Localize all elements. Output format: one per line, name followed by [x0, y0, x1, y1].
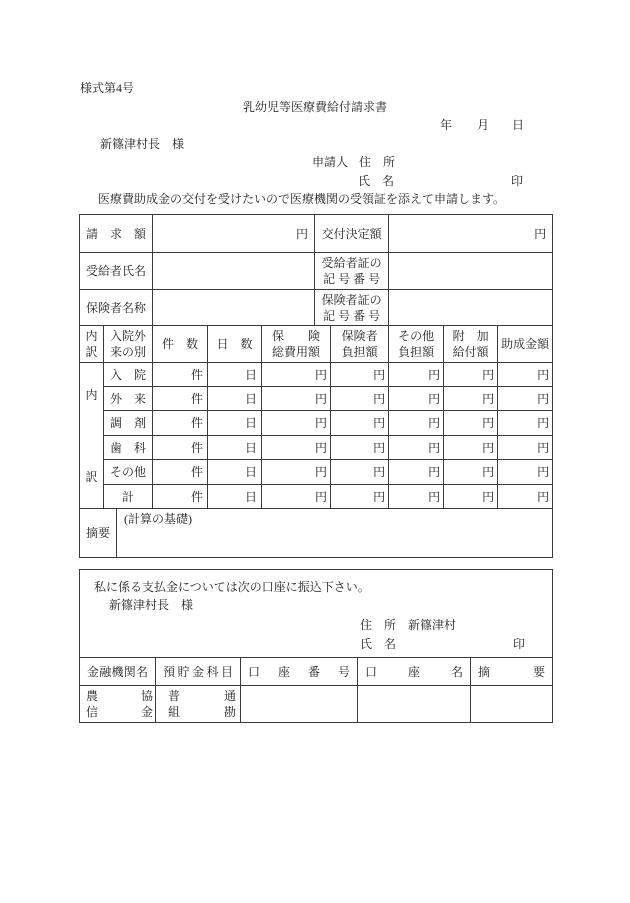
total-cost-cell	[262, 460, 331, 485]
header-days-text: 日 数	[216, 337, 253, 351]
applicant-seal: 印	[511, 174, 524, 188]
header-account-number-text: 口 座 番 号	[248, 664, 350, 679]
unit-yen: 円	[482, 465, 495, 479]
claim-amount-label-text: 請 求 額	[86, 226, 147, 241]
payment-seal: 印	[513, 637, 526, 651]
unit-yen: 円	[537, 440, 550, 455]
header-cases-text: 件 数	[162, 337, 199, 351]
applicant-name-label: 氏 名	[358, 174, 395, 188]
header-insurer-share-line2: 負担額	[341, 345, 378, 359]
total-cost-cell	[262, 363, 331, 387]
header-other-share-line2: 負担額	[398, 345, 435, 359]
header-total-cost-line1: 保 険	[272, 329, 321, 343]
payment-instruction-area	[80, 570, 553, 658]
insurer-cert-value	[389, 290, 553, 326]
additional-benefit-cell	[444, 485, 498, 509]
date-month: 月	[477, 118, 490, 132]
institution-type-credit: 信 金	[86, 705, 153, 719]
unit-cases: 件	[191, 440, 204, 455]
account-type-union: 組 勘	[168, 705, 236, 719]
payment-name-label: 氏 名	[360, 637, 397, 651]
breakdown-row-dispensing	[80, 411, 553, 436]
payment-addressee: 新篠津村長 様	[109, 598, 194, 612]
remarks-row	[80, 509, 553, 558]
header-days	[208, 326, 262, 363]
header-breakdown-line2: 訳	[85, 345, 98, 359]
unit-days: 日	[245, 440, 258, 455]
decided-amount-label-text: 交付決定額	[321, 226, 382, 241]
other-share-cell	[389, 485, 444, 509]
recipient-cert-label	[315, 253, 389, 290]
category-cell	[104, 485, 153, 509]
decided-amount-label	[315, 215, 389, 253]
unit-yen: 円	[428, 440, 441, 455]
cases-cell	[153, 436, 208, 460]
category-cell	[104, 436, 153, 460]
claim-amount-unit: 円	[296, 226, 309, 241]
form-title: 乳幼児等医療費給付請求書	[243, 100, 388, 114]
other-share-cell	[389, 363, 444, 387]
recipient-name-label	[80, 253, 153, 290]
header-subsidy	[498, 326, 553, 363]
insurer-share-cell	[331, 411, 389, 436]
breakdown-side-label-top: 内	[85, 387, 98, 402]
payment-address-value: 新篠津村	[408, 618, 457, 632]
breakdown-side-label-stack	[80, 366, 103, 506]
unit-days: 日	[245, 367, 258, 382]
subsidy-cell	[498, 485, 553, 509]
total-cost-cell	[262, 387, 331, 411]
header-insurer-share-line1: 保険者	[341, 329, 378, 343]
unit-yen: 円	[315, 391, 328, 406]
unit-yen: 円	[482, 391, 495, 406]
remarks-label	[80, 509, 117, 558]
unit-yen: 円	[537, 465, 550, 479]
payment-data-row	[80, 686, 553, 723]
header-breakdown-line1: 内	[85, 329, 98, 343]
days-cell	[208, 436, 262, 460]
category-label: 外 来	[110, 391, 147, 406]
payment-instruction-content	[80, 570, 552, 656]
other-share-cell	[389, 436, 444, 460]
additional-benefit-cell	[444, 387, 498, 411]
header-breakdown	[80, 326, 104, 363]
header-additional-benefit-line1: 附 加	[452, 329, 489, 343]
days-cell	[208, 363, 262, 387]
unit-yen: 円	[373, 465, 386, 479]
remarks-note: (計算の基礎)	[124, 512, 192, 526]
subsidy-cell	[498, 411, 553, 436]
breakdown-header-row	[80, 326, 553, 363]
cases-cell	[153, 485, 208, 509]
header-institution-name	[80, 658, 156, 686]
breakdown-row-inpatient	[80, 363, 553, 387]
days-cell	[208, 460, 262, 485]
unit-yen: 円	[315, 489, 328, 504]
unit-yen: 円	[537, 489, 550, 504]
subsidy-cell	[498, 363, 553, 387]
other-share-cell	[389, 411, 444, 436]
header-account-number	[241, 658, 358, 686]
insurer-share-cell	[331, 387, 389, 411]
unit-yen: 円	[315, 416, 328, 430]
decided-amount-unit: 円	[534, 226, 547, 241]
payment-table	[79, 569, 553, 723]
insurer-row	[80, 290, 553, 326]
claim-table	[79, 214, 553, 558]
breakdown-side-label-bottom: 訳	[85, 469, 98, 484]
category-label: 入 院	[110, 367, 147, 382]
header-additional-benefit-line2: 給付額	[452, 345, 489, 359]
insurer-cert-label-line2: 記 号 番 号	[323, 308, 381, 323]
category-label: 調 剤	[110, 416, 147, 430]
insurer-share-cell	[331, 485, 389, 509]
breakdown-row-outpatient	[80, 387, 553, 411]
header-payment-remarks	[471, 658, 553, 686]
header-visit-type-line2: 来の別	[110, 345, 147, 359]
category-cell	[104, 363, 153, 387]
unit-days: 日	[245, 416, 258, 430]
breakdown-row-total	[80, 485, 553, 509]
total-cost-cell	[262, 436, 331, 460]
insurer-share-cell	[331, 436, 389, 460]
unit-yen: 円	[428, 489, 441, 504]
institution-type-cell	[80, 686, 156, 723]
breakdown-row-other	[80, 460, 553, 485]
applicant-label: 申請人	[312, 155, 349, 169]
recipient-name-label-text: 受給者氏名	[86, 264, 147, 278]
claim-amount-label	[80, 215, 153, 253]
total-cost-cell	[262, 411, 331, 436]
unit-days: 日	[245, 391, 258, 406]
header-deposit-type-text: 預貯金科目	[163, 664, 233, 679]
cases-cell	[153, 387, 208, 411]
payment-header-row	[80, 658, 553, 686]
other-share-cell	[389, 387, 444, 411]
claim-amount-row	[80, 215, 553, 253]
unit-yen: 円	[373, 367, 386, 382]
insurer-name-label	[80, 290, 153, 326]
category-cell	[104, 460, 153, 485]
cases-cell	[153, 411, 208, 436]
claim-amount-value	[153, 215, 315, 253]
other-share-cell	[389, 460, 444, 485]
header-payment-remarks-text: 摘 要	[478, 664, 546, 679]
unit-yen: 円	[482, 367, 495, 382]
breakdown-side-label	[80, 363, 104, 509]
form-number: 様式第4号	[80, 81, 135, 95]
unit-yen: 円	[428, 416, 441, 430]
unit-days: 日	[245, 489, 258, 504]
account-type-cell	[156, 686, 241, 723]
header-visit-type-line1: 入院外	[110, 329, 147, 343]
unit-yen: 円	[373, 440, 386, 455]
institution-type-agri: 農 協	[86, 689, 153, 703]
unit-yen: 円	[428, 465, 441, 479]
unit-yen: 円	[428, 391, 441, 406]
header-total-cost	[262, 326, 331, 363]
header-deposit-type	[156, 658, 241, 686]
unit-cases: 件	[191, 391, 204, 406]
recipient-cert-label-line2: 記 号 番 号	[323, 272, 381, 286]
application-statement: 医療費助成金の交付を受けたいので医療機関の受領証を添えて申請します。	[98, 192, 506, 206]
remarks-label-text: 摘要	[85, 526, 110, 540]
header-cases	[153, 326, 208, 363]
category-label: 計	[122, 489, 135, 504]
header-other-share	[389, 326, 444, 363]
payment-statement: 私に係る支払金については次の口座に振込下さい。	[94, 580, 370, 594]
subsidy-cell	[498, 460, 553, 485]
recipient-cert-label-line1: 受給者証の	[321, 256, 382, 270]
subsidy-cell	[498, 436, 553, 460]
category-label: 歯 科	[110, 440, 147, 455]
unit-cases: 件	[191, 367, 204, 382]
insurer-share-cell	[331, 460, 389, 485]
unit-yen: 円	[428, 367, 441, 382]
unit-days: 日	[245, 465, 258, 479]
account-name-cell	[358, 686, 471, 723]
days-cell	[208, 411, 262, 436]
date-day: 日	[512, 118, 525, 132]
insurer-name-label-text: 保険者名称	[86, 300, 147, 315]
header-additional-benefit	[444, 326, 498, 363]
total-cost-cell	[262, 485, 331, 509]
unit-yen: 円	[373, 489, 386, 504]
unit-yen: 円	[482, 489, 495, 504]
additional-benefit-cell	[444, 460, 498, 485]
unit-yen: 円	[315, 465, 328, 479]
unit-yen: 円	[373, 391, 386, 406]
days-cell	[208, 485, 262, 509]
category-cell	[104, 411, 153, 436]
subsidy-cell	[498, 387, 553, 411]
addressee: 新篠津村長 様	[100, 137, 185, 151]
date-year: 年	[440, 118, 453, 132]
unit-yen: 円	[537, 391, 550, 406]
header-other-share-line1: その他	[398, 329, 435, 343]
recipient-name-value	[153, 253, 315, 290]
additional-benefit-cell	[444, 363, 498, 387]
insurer-cert-label	[315, 290, 389, 326]
header-total-cost-line2: 総費用額	[272, 345, 321, 359]
additional-benefit-cell	[444, 436, 498, 460]
insurer-share-cell	[331, 363, 389, 387]
unit-yen: 円	[482, 416, 495, 430]
unit-yen: 円	[315, 440, 328, 455]
unit-cases: 件	[191, 416, 204, 430]
unit-yen: 円	[537, 367, 550, 382]
unit-yen: 円	[373, 416, 386, 430]
unit-cases: 件	[191, 489, 204, 504]
unit-yen: 円	[537, 416, 550, 430]
decided-amount-value	[389, 215, 553, 253]
insurer-name-value	[153, 290, 315, 326]
category-cell	[104, 387, 153, 411]
cases-cell	[153, 363, 208, 387]
cases-cell	[153, 460, 208, 485]
account-number-cell	[241, 686, 358, 723]
unit-yen: 円	[315, 367, 328, 382]
payment-address-label: 住 所	[360, 618, 397, 632]
account-type-ordinary: 普 通	[168, 689, 236, 703]
payment-instruction-row	[80, 570, 553, 658]
applicant-address-label: 住 所	[359, 155, 396, 169]
header-institution-name-text: 金融機関名	[87, 664, 148, 679]
header-account-name-text: 口 座 名	[365, 664, 463, 679]
insurer-cert-label-line1: 保険者証の	[321, 292, 382, 307]
unit-yen: 円	[482, 440, 495, 455]
header-visit-type	[104, 326, 153, 363]
payment-remarks-cell	[471, 686, 553, 723]
header-account-name	[358, 658, 471, 686]
recipient-cert-value	[389, 253, 553, 290]
unit-cases: 件	[191, 465, 204, 479]
header-subsidy-text: 助成金額	[501, 337, 550, 351]
category-label: その他	[110, 465, 147, 479]
remarks-cell	[117, 509, 553, 558]
breakdown-row-dental	[80, 436, 553, 460]
header-insurer-share	[331, 326, 389, 363]
additional-benefit-cell	[444, 411, 498, 436]
days-cell	[208, 387, 262, 411]
recipient-row	[80, 253, 553, 290]
